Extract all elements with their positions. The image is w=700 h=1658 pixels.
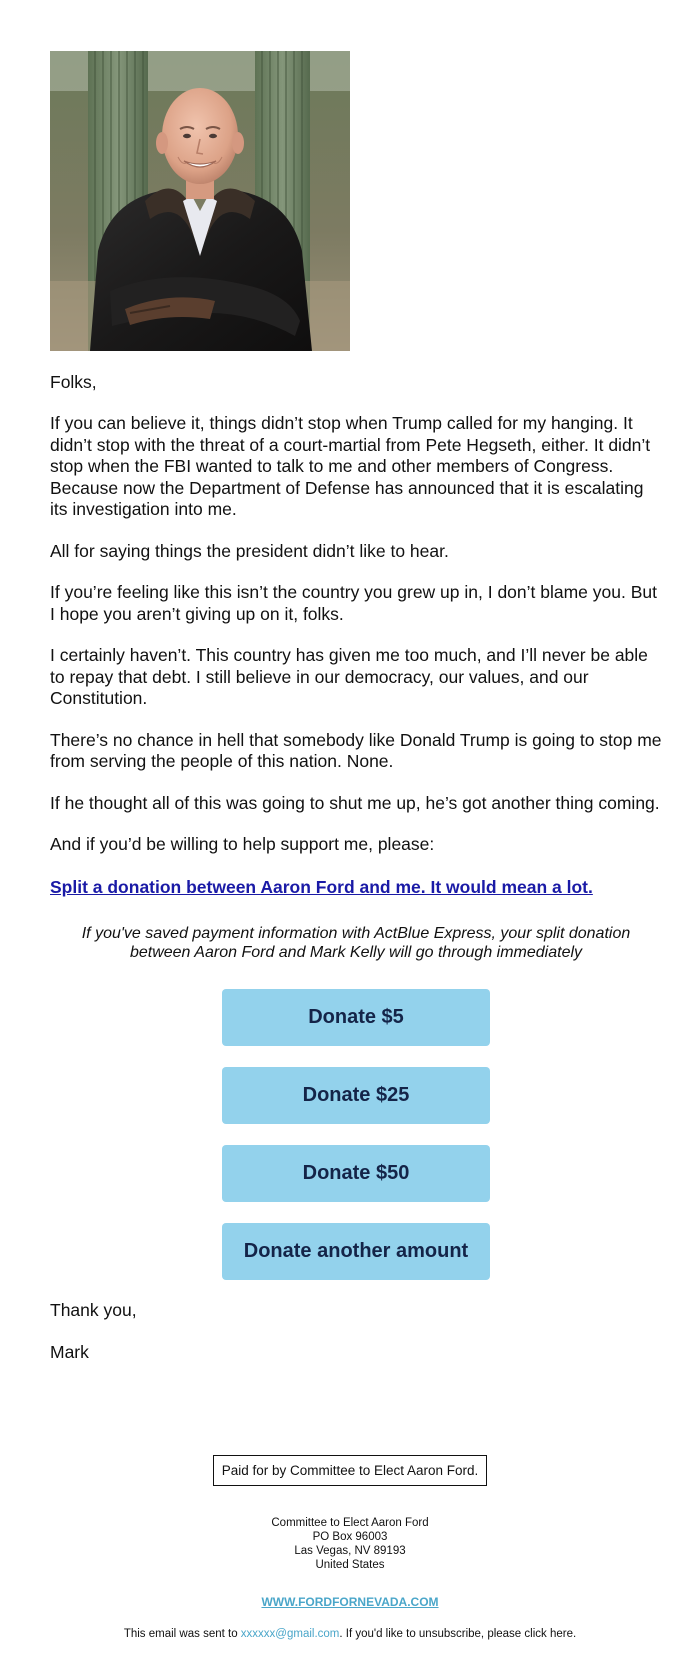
paragraph-3: If you’re feeling like this isn’t the country you grew up in, I don’t blame you. But I hope you aren’t giving up on it, folks. xyxy=(50,582,657,624)
donate-5-button[interactable]: Donate $5 xyxy=(222,989,490,1046)
unsubscribe-link[interactable]: . If you'd like to unsubscribe, please click here. xyxy=(339,1628,577,1640)
actblue-express-disclaimer: If you've saved payment information with ActBlue Express, your split donation between Aaron Ford and Mark Kelly will go through immediately xyxy=(81,924,631,961)
portrait-photo xyxy=(50,51,350,351)
paragraph-2: All for saying things the president didn’t like to hear. xyxy=(50,540,449,561)
letter-content xyxy=(50,51,662,1363)
paragraph-6: If he thought all of this was going to shut me up, he’s got another thing coming. xyxy=(50,792,660,813)
greeting: Folks, xyxy=(50,372,97,392)
donate-50-button[interactable]: Donate $50 xyxy=(222,1145,490,1202)
mailing-address xyxy=(0,1516,700,1572)
address-line-po-box: PO Box 96003 xyxy=(312,1531,388,1543)
paragraph-1: If you can believe it, things didn’t stop when Trump called for my hanging. It didn’t stop with the threat of a court-martial from Pete Hegseth, either. It didn’t stop when the FBI wanted to talk to me and other members of Congress. Because now the Department of Defense has announced that it is escalating its investigation into me. xyxy=(50,413,651,519)
signature: Mark xyxy=(50,1341,89,1362)
website-link[interactable]: WWW.FORDFORNEVADA.COM xyxy=(261,1595,439,1609)
email-footer xyxy=(0,1455,700,1641)
paragraph-4: I certainly haven’t. This country has given me too much, and I’ll never be able to repay that debt. I still believe in our democracy, our values, and our Constitution. xyxy=(50,645,648,708)
paragraph-7: And if you’d be willing to help support me, please: xyxy=(50,834,435,854)
address-line-org: Committee to Elect Aaron Ford xyxy=(271,1517,429,1529)
paragraph-5: There’s no chance in hell that somebody like Donald Trump is going to stop me from serving the people of this nation. None. xyxy=(50,729,662,771)
unsubscribe-line xyxy=(0,1627,700,1641)
donate-25-button[interactable]: Donate $25 xyxy=(222,1067,490,1124)
donate-other-amount-button[interactable]: Donate another amount xyxy=(222,1223,490,1280)
address-line-country: United States xyxy=(315,1559,385,1571)
donate-buttons xyxy=(50,989,662,1301)
signoff: Thank you, xyxy=(50,1299,137,1320)
paid-for-disclaimer: Paid for by Committee to Elect Aaron Ford. xyxy=(213,1455,488,1486)
split-donation-link[interactable]: Split a donation between Aaron Ford and me. It would mean a lot. xyxy=(50,876,593,897)
sent-to-prefix: This email was sent to xyxy=(123,1628,241,1640)
recipient-email-link[interactable]: xxxxxx@gmail.com xyxy=(240,1628,340,1640)
address-line-city: Las Vegas, NV 89193 xyxy=(294,1545,406,1557)
